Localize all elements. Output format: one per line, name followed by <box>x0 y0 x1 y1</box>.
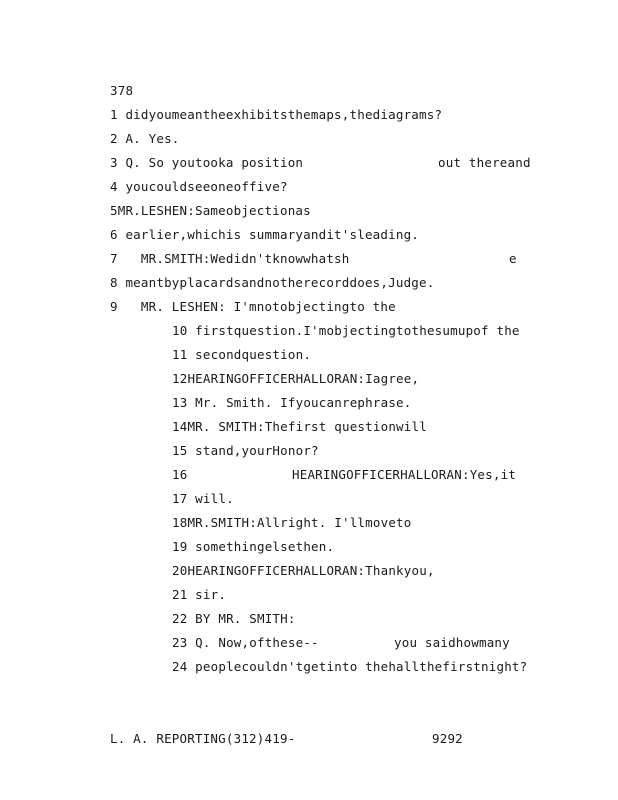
transcript-line-18: 18MR.SMITH:Allright. I'llmoveto <box>172 515 412 530</box>
transcript-line-23-tail: you saidhowmany <box>394 635 510 650</box>
transcript-line-10: 10 firstquestion.I'mobjectingtothesumupof the <box>172 323 520 338</box>
transcript-line-22: 22 BY MR. SMITH: <box>172 611 296 626</box>
transcript-line-5: 5MR.LESHEN:Sameobjectionas <box>110 203 311 218</box>
footer-phone-suffix: 9292 <box>432 731 463 746</box>
transcript-line-7: 7 MR.SMITH:Wedidn'tknowwhatsh <box>110 251 350 266</box>
transcript-line-8: 8 meantbyplacardsandnotherecorddoes,Judge. <box>110 275 435 290</box>
transcript-line-9: 9 MR. LESHEN: I'mnotobjectingto the <box>110 299 396 314</box>
transcript-line-3: 3 Q. So youtooka position <box>110 155 304 170</box>
transcript-line-21: 21 sir. <box>172 587 227 602</box>
footer-reporter: L. A. REPORTING(312)419- <box>110 731 296 746</box>
transcript-line-7-tail: e <box>509 251 517 266</box>
transcript-line-17: 17 will. <box>172 491 234 506</box>
transcript-line-16: 16 <box>172 467 188 482</box>
transcript-line-16-tail: HEARINGOFFICERHALLORAN:Yes,it <box>292 467 517 482</box>
transcript-line-14: 14MR. SMITH:Thefirst questionwill <box>172 419 427 434</box>
transcript-line-24: 24 peoplecouldn'tgetinto thehallthefirstnight? <box>172 659 528 674</box>
transcript-line-23: 23 Q. Now,ofthese-- <box>172 635 319 650</box>
transcript-line-12: 12HEARINGOFFICERHALLORAN:Iagree, <box>172 371 420 386</box>
transcript-line-3-tail: out thereand <box>438 155 531 170</box>
transcript-line-1: 1 didyoumeantheexhibitsthemaps,thediagrams? <box>110 107 443 122</box>
transcript-line-15: 15 stand,yourHonor? <box>172 443 319 458</box>
transcript-line-11: 11 secondquestion. <box>172 347 312 362</box>
transcript-line-2: 2 A. Yes. <box>110 131 180 146</box>
transcript-line-4: 4 youcouldseeoneoffive? <box>110 179 288 194</box>
transcript-line-19: 19 somethingelsethen. <box>172 539 335 554</box>
page-number: 378 <box>110 83 134 98</box>
transcript-line-6: 6 earlier,whichis summaryandit'sleading. <box>110 227 420 242</box>
transcript-line-13: 13 Mr. Smith. Ifyoucanrephrase. <box>172 395 412 410</box>
transcript-line-20: 20HEARINGOFFICERHALLORAN:Thankyou, <box>172 563 435 578</box>
